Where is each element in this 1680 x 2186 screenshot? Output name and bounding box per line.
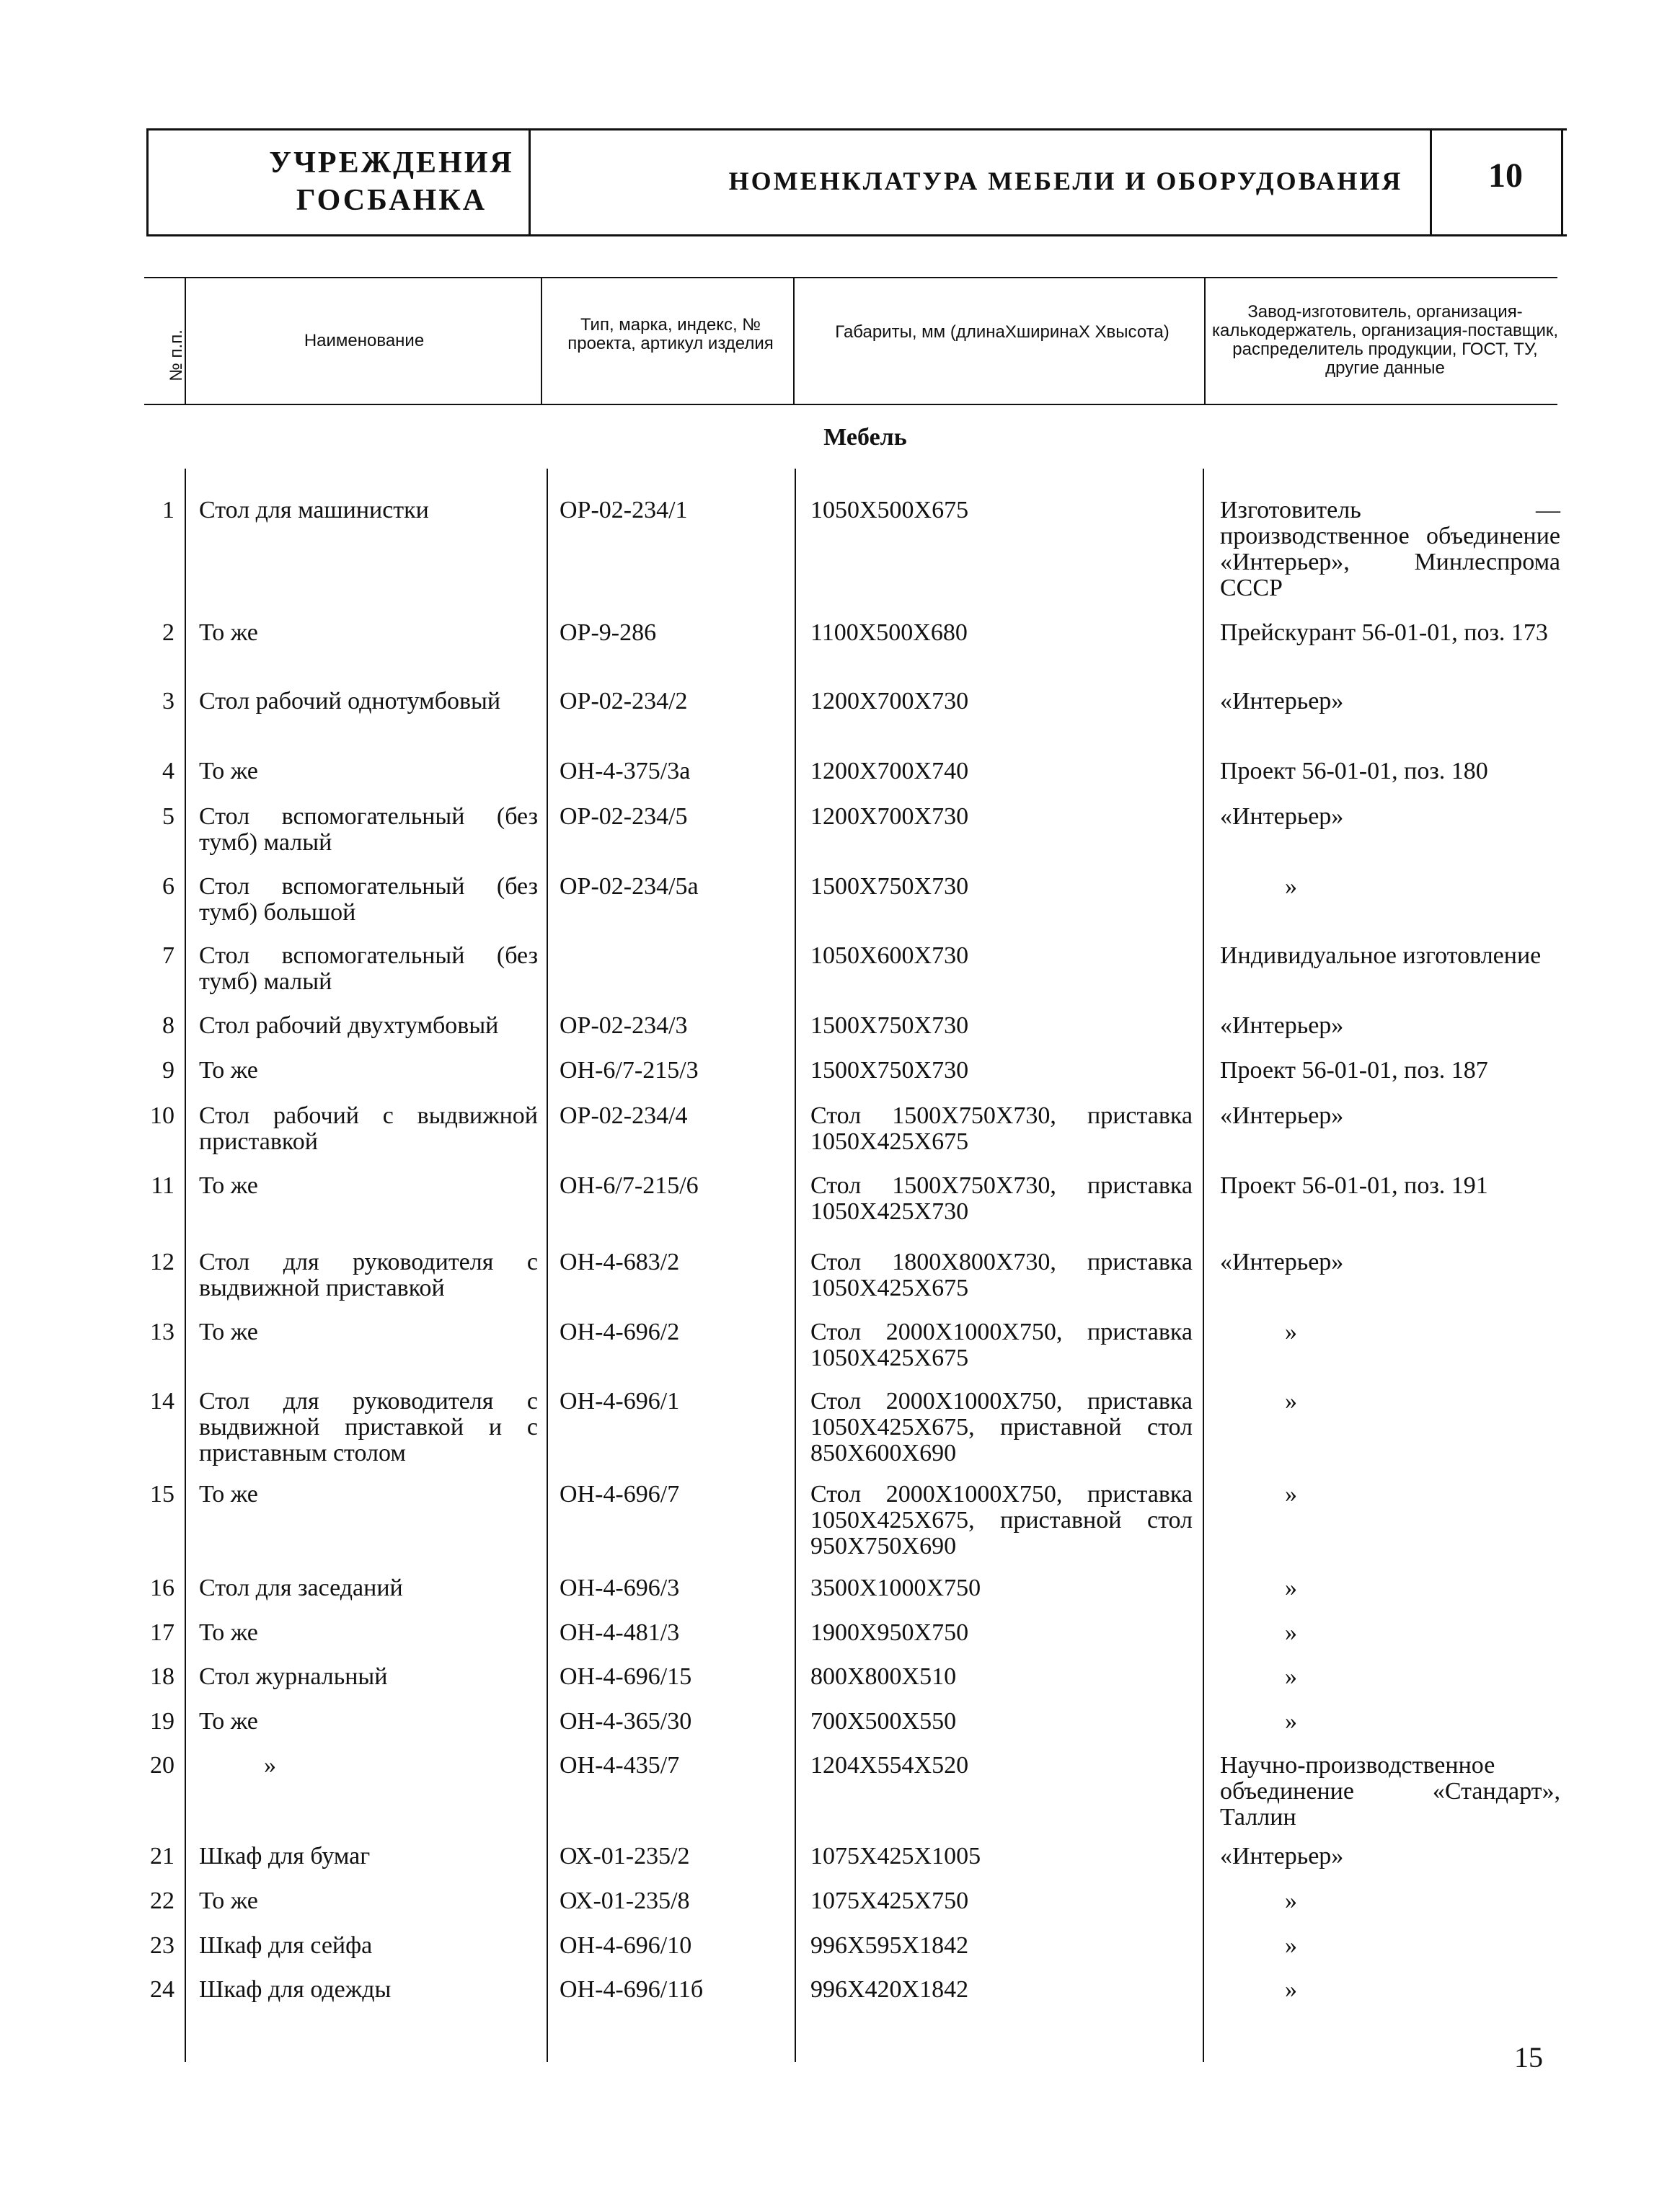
item-manufacturer: Прейскурант 56-01-01, поз. 173 (1220, 619, 1548, 646)
item-manufacturer: » (1285, 1619, 1297, 1646)
row-number: 18 (150, 1663, 174, 1690)
item-type: ОН-4-481/3 (560, 1619, 680, 1646)
item-type: ОР-02-234/5 (560, 803, 688, 830)
item-manufacturer: «Интерьер» (1220, 1102, 1344, 1129)
page-number: 15 (1514, 2041, 1543, 2074)
item-type: ОН-4-696/7 (560, 1481, 680, 1508)
row-number: 1 (162, 497, 174, 523)
column-header-name: Наименование (304, 331, 425, 350)
item-name: Шкаф для сейфа (199, 1932, 373, 1959)
row-number: 10 (150, 1102, 174, 1129)
row-number: 4 (162, 758, 174, 784)
item-dimensions: 1075X425X750 (810, 1888, 969, 1914)
item-name: Стол для машинистки (199, 497, 429, 523)
item-manufacturer: «Интерьер» (1220, 1249, 1344, 1275)
column-header-dims: Габариты, мм (длинаXширинаX Xвысота) (835, 322, 1170, 342)
item-type: ОН-4-696/11б (560, 1976, 704, 2003)
item-dimensions: 1050X600X730 (810, 942, 969, 969)
item-name: Стол вспомогательный (без тумб) большой (199, 873, 538, 926)
item-manufacturer: «Интерьер» (1220, 1012, 1344, 1039)
row-number: 17 (150, 1619, 174, 1646)
row-number: 8 (162, 1012, 174, 1039)
column-header-maker: Завод-изготовитель, организация-калькодержатель, организация-поставщик, распределитель продукции, ГОСТ, ТУ, другие данные (1211, 302, 1559, 378)
item-type: ОН-6/7-215/6 (560, 1172, 699, 1199)
item-dimensions: 800X800X510 (810, 1663, 957, 1690)
item-manufacturer: » (1285, 1575, 1297, 1601)
item-manufacturer: » (1285, 1932, 1297, 1959)
document-header (146, 128, 1567, 238)
item-type: ОР-02-234/1 (560, 497, 688, 523)
item-name: Стол рабочий однотумбовый (199, 688, 501, 714)
item-manufacturer: » (1285, 1319, 1297, 1345)
item-name: То же (199, 1888, 258, 1914)
item-manufacturer: Проект 56-01-01, поз. 187 (1220, 1057, 1488, 1084)
item-type: ОН-4-696/2 (560, 1319, 680, 1345)
item-manufacturer: » (1285, 1388, 1297, 1415)
item-dimensions: Стол 2000X1000X750, приставка 1050X425X675, приставной стол 850X600X690 (810, 1388, 1193, 1466)
item-type: ОН-4-365/30 (560, 1708, 692, 1735)
item-dimensions: Стол 2000X1000X750, приставка 1050X425X675, приставной стол 950X750X690 (810, 1481, 1193, 1559)
section-number: 10 (1488, 156, 1523, 195)
column-rule (1203, 469, 1204, 2062)
column-rule (795, 469, 796, 2062)
item-name: То же (199, 758, 258, 784)
item-type: ОН-4-375/3а (560, 758, 691, 784)
item-type: ОН-4-696/10 (560, 1932, 692, 1959)
row-number: 20 (150, 1752, 174, 1779)
item-dimensions: 1050X500X675 (810, 497, 969, 523)
item-type: ОХ-01-235/8 (560, 1888, 690, 1914)
item-manufacturer: » (1285, 1888, 1297, 1914)
item-type: ОН-4-683/2 (560, 1249, 680, 1275)
item-type: ОР-9-286 (560, 619, 657, 646)
item-dimensions: Стол 1500X750X730, приставка 1050X425X730 (810, 1172, 1193, 1225)
item-name: » (264, 1752, 276, 1779)
item-dimensions: Стол 1800X800X730, приставка 1050X425X675 (810, 1249, 1193, 1301)
item-type: ОХ-01-235/2 (560, 1843, 690, 1869)
item-type: ОР-02-234/2 (560, 688, 688, 714)
item-dimensions: 1100X500X680 (810, 619, 968, 646)
item-dimensions: 700X500X550 (810, 1708, 957, 1735)
row-number: 21 (150, 1843, 174, 1869)
item-name: То же (199, 1172, 258, 1199)
item-dimensions: 996X595X1842 (810, 1932, 969, 1959)
row-number: 12 (150, 1249, 174, 1275)
item-manufacturer: » (1285, 1663, 1297, 1690)
item-dimensions: 996X420X1842 (810, 1976, 969, 2003)
item-name: Стол вспомогательный (без тумб) малый (199, 803, 538, 856)
item-name: То же (199, 1619, 258, 1646)
item-manufacturer: Проект 56-01-01, поз. 191 (1220, 1172, 1488, 1199)
item-dimensions: 1500X750X730 (810, 1057, 969, 1084)
row-number: 19 (150, 1708, 174, 1735)
row-number: 6 (162, 873, 174, 900)
item-name: То же (199, 1708, 258, 1735)
item-manufacturer: Научно-производственное объединение «Стандарт», Таллин (1220, 1752, 1560, 1831)
item-type: ОР-02-234/4 (560, 1102, 688, 1129)
document-title: НОМЕНКЛАТУРА МЕБЕЛИ И ОБОРУДОВАНИЯ (728, 167, 1403, 195)
row-number: 3 (162, 688, 174, 714)
item-type: ОН-6/7-215/3 (560, 1057, 699, 1084)
column-rule (547, 469, 548, 2062)
row-number: 9 (162, 1057, 174, 1084)
item-dimensions: 1200X700X730 (810, 803, 969, 830)
row-number: 16 (150, 1575, 174, 1601)
item-name: Стол для руководителя с выдвижной приставкой (199, 1249, 538, 1301)
item-dimensions: 1900X950X750 (810, 1619, 969, 1646)
item-name: То же (199, 1057, 258, 1084)
section-title: Мебель (823, 424, 907, 451)
item-type: ОН-4-435/7 (560, 1752, 680, 1779)
item-dimensions: 1200X700X740 (810, 758, 969, 784)
item-manufacturer: » (1285, 873, 1297, 900)
item-dimensions: 1500X750X730 (810, 1012, 969, 1039)
item-dimensions: 1200X700X730 (810, 688, 969, 714)
column-header-type: Тип, марка, индекс, № проекта, артикул изделия (567, 315, 774, 353)
item-name: То же (199, 619, 258, 646)
item-type: ОН-4-696/3 (560, 1575, 680, 1601)
item-type: ОН-4-696/1 (560, 1388, 680, 1415)
item-name: То же (199, 1481, 258, 1508)
item-name: Стол для заседаний (199, 1575, 403, 1601)
row-number: 24 (150, 1976, 174, 2003)
item-name: Стол рабочий с выдвижной приставкой (199, 1102, 538, 1155)
item-manufacturer: «Интерьер» (1220, 688, 1344, 714)
item-name: Стол для руководителя с выдвижной приставкой и с приставным столом (199, 1388, 538, 1466)
row-number: 22 (150, 1888, 174, 1914)
column-rule (185, 469, 186, 2062)
item-name: Стол журнальный (199, 1663, 388, 1690)
row-number: 7 (162, 942, 174, 969)
column-header-number: № п.п. (167, 329, 186, 381)
row-number: 11 (151, 1172, 174, 1199)
item-name: Стол вспомогательный (без тумб) малый (199, 942, 538, 995)
row-number: 5 (162, 803, 174, 830)
item-name: То же (199, 1319, 258, 1345)
item-type: ОН-4-696/15 (560, 1663, 692, 1690)
item-dimensions: Стол 2000X1000X750, приставка 1050X425X675 (810, 1319, 1193, 1371)
item-manufacturer: » (1285, 1481, 1297, 1508)
item-name: Стол рабочий двухтумбовый (199, 1012, 499, 1039)
item-manufacturer: Индивидуальное изготовление (1220, 942, 1542, 969)
item-dimensions: Стол 1500X750X730, приставка 1050X425X675 (810, 1102, 1193, 1155)
row-number: 23 (150, 1932, 174, 1959)
item-dimensions: 3500X1000X750 (810, 1575, 981, 1601)
item-dimensions: 1500X750X730 (810, 873, 969, 900)
item-dimensions: 1075X425X1005 (810, 1843, 981, 1869)
row-number: 14 (150, 1388, 174, 1415)
row-number: 13 (150, 1319, 174, 1345)
item-type: ОР-02-234/3 (560, 1012, 688, 1039)
item-manufacturer: Проект 56-01-01, поз. 180 (1220, 758, 1488, 784)
item-manufacturer: » (1285, 1708, 1297, 1735)
item-type: ОР-02-234/5а (560, 873, 699, 900)
item-manufacturer: «Интерьер» (1220, 1843, 1344, 1869)
item-name: Шкаф для бумаг (199, 1843, 371, 1869)
item-manufacturer: «Интерьер» (1220, 803, 1344, 830)
row-number: 2 (162, 619, 174, 646)
row-number: 15 (150, 1481, 174, 1508)
item-dimensions: 1204X554X520 (810, 1752, 969, 1779)
item-manufacturer: Изготовитель — производственное объединение «Интерьер», Минлеспрома СССР (1220, 497, 1560, 601)
item-manufacturer: » (1285, 1976, 1297, 2003)
organization-name: УЧРЕЖДЕНИЯ ГОСБАНКА (269, 146, 514, 217)
item-name: Шкаф для одежды (199, 1976, 392, 2003)
